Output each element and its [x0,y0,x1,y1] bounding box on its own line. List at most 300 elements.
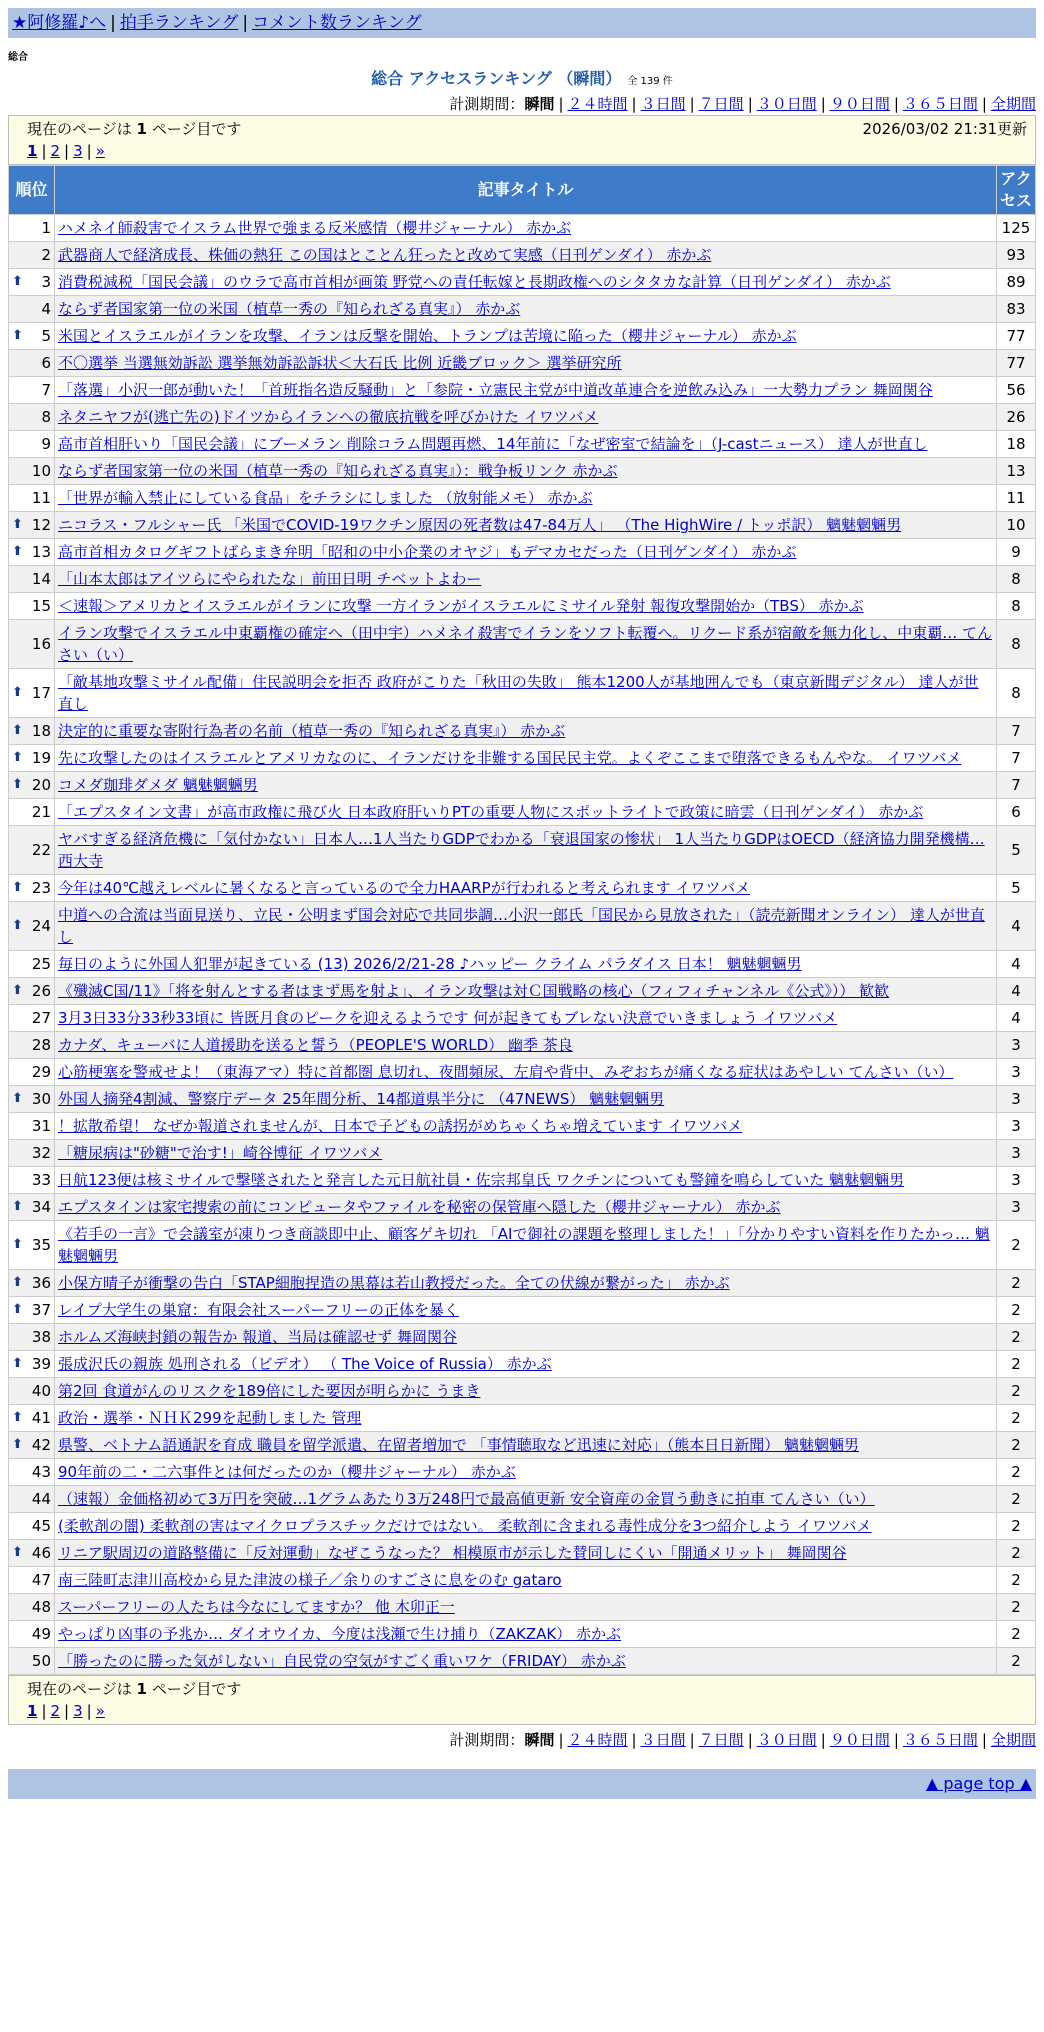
access-count: 8 [997,566,1035,592]
rank-cell [9,718,54,744]
article-link[interactable]: ホルムズ海峡封鎖の報告か 報道、当局は確認せず 舞岡関谷 [58,1328,457,1346]
title-cell [55,1005,996,1031]
table-row [9,1270,1035,1296]
rank-cell [9,1113,54,1139]
rank-number: 35 [31,1236,51,1254]
table-row [9,1086,1035,1112]
article-link[interactable]: 高市首相肝いり「国民会議」にブーメラン 削除コラム問題再燃、14年前に「なぜ密室で結論を」（J-castニュース） 達人が世直し [58,435,928,453]
article-link[interactable]: 県警、ベトナム語通訳を育成 職員を留学派遣、在留者増加で 「事情聴取など迅速に対応」（熊本日日新聞） 魑魅魍魎男 [58,1436,860,1454]
access-count: 2 [997,1648,1035,1674]
ranking-title [8,66,1036,89]
updated-timestamp: 2026/03/02 21:31更新 [862,120,1027,138]
rank-cell [9,539,54,565]
rank-number: 30 [31,1090,51,1108]
rank-number: 38 [31,1328,51,1346]
article-link[interactable]: 高市首相カタログギフトばらまき弁明「昭和の中小企業のオヤジ」もデマカセだった（日刊ゲンダイ） 赤かぶ [58,543,797,561]
article-link[interactable]: 武器商人で経済成長、株価の熱狂 この国はとことん狂ったと改めて実感（日刊ゲンダイ） 赤かぶ [58,246,712,264]
rank-cell [9,1567,54,1593]
article-link[interactable]: 《若手の一言》で会議室が凍りつき商談即中止、顧客ゲキ切れ 「AIで御社の課題を整理しました！」「分かりやすい資料を作りたかっ… 魑魅魍魎男 [58,1225,990,1265]
title-cell [55,799,996,825]
access-count: 2 [997,1405,1035,1431]
article-link[interactable]: 今年は40℃越えレベルに暑くなると言っているので全力HAARPが行われると考えられます イワツバメ [58,879,751,897]
rank-number: 48 [31,1598,51,1616]
rank-cell [9,745,54,771]
table-row [9,1540,1035,1566]
access-count: 5 [997,875,1035,901]
article-link[interactable]: 消費税減税「国民会議」のウラで高市首相が画策 野党への責任転嫁と長期政権へのシタタカな計算（日刊ゲンダイ） 赤かぶ [58,273,891,291]
article-link[interactable]: 3月3日33分33秒33頃に 皆既月食のピークを迎えるようです 何が起きてもブレない決意でいきましょう イワツバメ [58,1009,838,1027]
article-link[interactable]: (柔軟剤の闇) 柔軟剤の害はマイクロプラスチックだけではない。 柔軟剤に含まれる毒性成分を3つ紹介しよう イワツバメ [58,1517,872,1535]
up-arrow-icon: ⬆ [12,1237,23,1252]
article-link[interactable]: リニア駅周辺の道路整備に「反対運動」なぜこうなった？ 相模原市が示した賛同しにくい「開通メリット」 舞岡関谷 [58,1544,847,1562]
page-info-top [8,115,1036,165]
table-row [9,431,1035,457]
title-cell [55,718,996,744]
up-arrow-icon: ⬆ [12,750,23,765]
period-separator: | [893,1731,899,1749]
article-link[interactable]: コメダ珈琲ダメダ 魑魅魍魎男 [58,776,258,794]
period-separator: | [820,1731,826,1749]
up-arrow-icon: ⬆ [12,1302,23,1317]
up-arrow-icon: ⬆ [12,777,23,792]
article-link[interactable]: 毎日のように外国人犯罪が起きている (13) 2026/2/21-28 ♪ハッピー クライム パラダイス 日本！ 魑魅魍魎男 [58,955,802,973]
up-arrow-icon: ⬆ [12,517,23,532]
period-link-3[interactable]: ３０日間 [756,1731,817,1749]
rank-cell [9,669,54,717]
up-arrow-icon: ⬆ [12,685,23,700]
page-link-2[interactable]: 2 [50,142,61,160]
up-arrow-icon: ⬆ [12,328,23,343]
article-link[interactable]: ならず者国家第一位の米国（植草一秀の『知られざる真実』） 赤かぶ [58,300,521,318]
table-row [9,772,1035,798]
article-link[interactable]: （速報）金価格初めて3万円を突破…1グラムあたり3万248円で最高値更新 安全資産の金買う動きに拍車 てんさい（い） [58,1490,875,1508]
up-arrow-icon: ⬆ [12,1545,23,1560]
title-cell [55,512,996,538]
title-cell [55,1297,996,1323]
period-label: 計測期間： [449,95,525,113]
rank-cell [9,215,54,241]
access-count: 13 [997,458,1035,484]
article-link[interactable]: ＜速報＞アメリカとイスラエルがイランに攻撃 一方イランがイスラエルにミサイル発射 報復攻撃開始か（TBS） 赤かぶ [58,597,864,615]
rank-cell [9,1648,54,1674]
access-count: 5 [997,826,1035,874]
rank-number: 45 [31,1517,51,1535]
table-row [9,1378,1035,1404]
period-link-4[interactable]: ９０日間 [829,95,890,113]
table-row [9,799,1035,825]
access-count: 8 [997,669,1035,717]
rank-number: 32 [31,1144,51,1162]
access-header: アクセス [997,166,1035,214]
up-arrow-icon: ⬆ [12,274,23,289]
access-count: 3 [997,1059,1035,1085]
period-link-3[interactable]: ３０日間 [756,95,817,113]
table-row [9,1032,1035,1058]
applause-ranking-link[interactable]: 拍手ランキング [119,13,239,33]
rank-number: 4 [41,300,51,318]
article-link[interactable]: 「世界が輸入禁止にしている食品」をチラシにしました （放射能メモ） 赤かぶ [58,489,593,507]
rank-number: 19 [31,749,51,767]
table-row [9,593,1035,619]
rank-number: 17 [31,684,51,702]
comment-ranking-link[interactable]: コメント数ランキング [252,13,422,33]
article-link[interactable]: 《殲滅C国/11》「将を射んとする者はまず馬を射よ」、イラン攻撃は対Ｃ国戦略の核心（フィフィチャンネル《公式》）） 歓歓 [58,982,890,1000]
access-count: 3 [997,1140,1035,1166]
period-selector-top [8,93,1036,115]
article-link[interactable]: 決定的に重要な寄附行為者の名前（植草一秀の『知られざる真実』） 赤かぶ [58,722,566,740]
access-count: 2 [997,1297,1035,1323]
table-row [9,269,1035,295]
article-link[interactable]: 張成沢氏の親族 処刑される（ビデオ） （ The Voice of Russia） 赤かぶ [58,1355,552,1373]
rank-cell [9,269,54,295]
rank-cell [9,377,54,403]
rank-cell [9,826,54,874]
article-link[interactable]: 心筋梗塞を警戒せよ！（東海アマ）特に首都圏 息切れ、夜間頻尿、左肩や背中、みぞおちが痛くなる症状はあやしい てんさい（い） [58,1063,954,1081]
table-row [9,296,1035,322]
rank-header: 順位 [9,166,54,214]
page-top-link[interactable]: ▲ page top ▲ [925,1774,1032,1793]
article-link[interactable]: エプスタインは家宅捜索の前にコンピュータやファイルを秘密の保管庫へ隠した（櫻井ジャーナル） 赤かぶ [58,1198,781,1216]
ranking-table [8,165,1036,1675]
period-separator: | [747,1731,753,1749]
title-cell [55,1032,996,1058]
up-arrow-icon: ⬆ [12,1410,23,1425]
rank-cell [9,875,54,901]
article-link[interactable]: 日航123便は核ミサイルで撃墜されたと発言した元日航社員・佐宗邦皇氏 ワクチンについても警鐘を鳴らしていた 魑魅魍魎男 [58,1171,905,1189]
access-count: 4 [997,902,1035,950]
period-separator: | [558,1731,564,1749]
title-cell [55,215,996,241]
rank-number: 25 [31,955,51,973]
page-link-3[interactable]: 3 [73,142,83,160]
title-cell [55,404,996,430]
rank-number: 6 [41,354,51,372]
title-cell [55,875,996,901]
rank-number: 41 [31,1409,51,1427]
article-link[interactable]: 「糖尿病は"砂糖"で治す!」崎谷博征 イワツバメ [58,1144,383,1162]
access-count: 10 [997,512,1035,538]
table-row [9,1459,1035,1485]
rank-number: 23 [31,879,51,897]
rank-number: 20 [31,776,51,794]
article-link[interactable]: 外国人摘発4割減、警察庁データ 25年間分析、14都道県半分に （47NEWS） 魑魅魍魎男 [58,1090,665,1108]
page-separator: | [41,142,47,160]
rank-number: 15 [31,597,51,615]
article-link[interactable]: ヤバすぎる経済危機に「気付かない」日本人…1人当たりGDPでわかる「衰退国家の惨状」 1人当たりGDPはOECD（経済協力開発機構… 西大寺 [58,830,985,870]
rank-cell [9,323,54,349]
access-count: 93 [997,242,1035,268]
table-row [9,458,1035,484]
table-row [9,1486,1035,1512]
access-count: 7 [997,772,1035,798]
article-link[interactable]: スーパーフリーの人たちは今なにしてますか？ 他 木卯正一 [58,1598,455,1616]
table-row [9,485,1035,511]
access-count: 2 [997,1567,1035,1593]
rank-number: 13 [31,543,51,561]
period-link-0[interactable]: ２４時間 [567,95,628,113]
access-count: 11 [997,485,1035,511]
article-link[interactable]: レイプ大学生の巣窟：有限会社スーパーフリーの正体を暴く [58,1301,459,1319]
page-link-3[interactable]: 3 [73,1702,83,1720]
page-status-prefix: 現在のページは [27,1680,137,1698]
rank-cell [9,1086,54,1112]
table-row [9,1432,1035,1458]
period-separator: | [689,1731,695,1749]
title-cell [55,323,996,349]
article-link[interactable]: ！拡散希望！ なぜか報道されませんが、日本で子どもの誘拐がめちゃくちゃ増えています イワツバメ [58,1117,743,1135]
rank-cell [9,431,54,457]
access-count: 83 [997,296,1035,322]
page-separator: | [64,1702,70,1720]
up-arrow-icon: ⬆ [12,880,23,895]
access-count: 7 [997,745,1035,771]
title-cell [55,1324,996,1350]
table-row [9,1621,1035,1647]
period-selector-bottom [8,1729,1036,1751]
home-link[interactable]: ★阿修羅♪へ [12,13,107,33]
table-row [9,1113,1035,1139]
rank-number: 2 [41,246,51,264]
access-count: 3 [997,1113,1035,1139]
title-cell [55,1486,996,1512]
access-count: 2 [997,1221,1035,1269]
rank-number: 31 [31,1117,51,1135]
period-separator: | [689,95,695,113]
rank-cell [9,1459,54,1485]
title-cell [55,1648,996,1674]
article-link[interactable]: ニコラス・フルシャー氏 「米国でCOVID-19ワクチン原因の死者数は47-84万人」 （The HighWire / トッポ訳） 魑魅魍魎男 [58,516,902,534]
article-link[interactable]: 政治・選挙・ＮＨＫ299を起動しました 管理 [58,1409,362,1427]
article-link[interactable]: 南三陸町志津川高校から見た津波の様子／余りのすごさに息をのむ gataro [58,1571,562,1589]
article-link[interactable]: 米国とイスラエルがイランを攻撃、イランは反撃を開始、トランプは苦境に陥った（櫻井ジャーナル） 赤かぶ [58,327,797,345]
rank-number: 8 [41,408,51,426]
rank-number: 11 [31,489,51,507]
title-cell [55,1513,996,1539]
title-cell [55,772,996,798]
access-count: 3 [997,1167,1035,1193]
rank-number: 49 [31,1625,51,1643]
table-header-row [9,166,1035,214]
table-row [9,718,1035,744]
access-count: 125 [997,215,1035,241]
table-row [9,1567,1035,1593]
rank-cell [9,1405,54,1431]
access-count: 8 [997,593,1035,619]
page-link-2[interactable]: 2 [50,1702,61,1720]
article-link[interactable]: 中道への合流は当面見送り、立民・公明まず国会対応で共同歩調…小沢一郎氏「国民から見放された」（読売新聞オンライン） 達人が世直し [58,906,985,946]
access-count: 4 [997,978,1035,1004]
rank-cell [9,620,54,668]
period-separator: | [747,95,753,113]
title-cell [55,242,996,268]
article-link[interactable]: 不〇選挙 当選無効訴訟 選挙無効訴訟訴状＜大石氏 比例 近畿ブロック＞ 選挙研究所 [58,354,622,372]
up-arrow-icon: ⬆ [12,723,23,738]
table-row [9,215,1035,241]
rank-cell [9,512,54,538]
rank-number: 14 [31,570,51,588]
title-cell [55,539,996,565]
access-count: 2 [997,1432,1035,1458]
period-link-1[interactable]: ３日間 [640,1731,686,1749]
up-arrow-icon: ⬆ [12,1199,23,1214]
rank-cell [9,485,54,511]
period-link-0[interactable]: ２４時間 [567,1731,628,1749]
table-row [9,951,1035,977]
bottom-nav [8,1769,1036,1799]
rank-number: 40 [31,1382,51,1400]
ranking-total-count: 全 139 件 [627,76,673,87]
access-count: 56 [997,377,1035,403]
rank-number: 33 [31,1171,51,1189]
article-link[interactable]: 90年前の二・二六事件とは何だったのか（櫻井ジャーナル） 赤かぶ [58,1463,516,1481]
article-link[interactable]: ハメネイ師殺害でイスラム世界で強まる反米感情（櫻井ジャーナル） 赤かぶ [58,219,572,237]
article-link[interactable]: イラン攻撃でイスラエル中東覇権の確定へ（田中宇）ハメネイ殺害でイランをソフト転覆へ。リクード系が宿敵を無力化し、中東覇… てんさい（い） [58,624,993,664]
rank-cell [9,1378,54,1404]
article-link[interactable]: カナダ、キューバに人道援助を送ると誓う（PEOPLE'S WORLD） 幽季 茶良 [58,1036,573,1054]
title-cell [55,978,996,1004]
up-arrow-icon: ⬆ [12,1356,23,1371]
page-separator: | [86,142,92,160]
article-link[interactable]: ならず者国家第一位の米国（植草一秀の『知られざる真実』）：戦争板リンク 赤かぶ [58,462,618,480]
table-row [9,1324,1035,1350]
rank-cell [9,1594,54,1620]
table-row [9,1194,1035,1220]
top-nav [8,8,1036,38]
page-link-current[interactable]: 1 [27,142,38,160]
period-separator: | [981,95,987,113]
table-row [9,1513,1035,1539]
table-row [9,1140,1035,1166]
table-row [9,1297,1035,1323]
period-link-2[interactable]: ７日間 [698,95,744,113]
rank-number: 36 [31,1274,51,1292]
rank-number: 7 [41,381,51,399]
title-cell [55,1459,996,1485]
rank-cell [9,1324,54,1350]
period-link-5[interactable]: ３６５日間 [902,95,978,113]
page-status-text [27,1678,241,1700]
article-link[interactable]: 「エプスタイン文書」が高市政権に飛び火 日本政府肝いりPTの重要人物にスポットライトで政策に暗雲（日刊ゲンダイ） 赤かぶ [58,803,924,821]
rank-cell [9,1297,54,1323]
access-count: 4 [997,951,1035,977]
article-link[interactable]: ネタニヤフが(逃亡先の)ドイツからイランへの徹底抗戦を呼びかけた イワツバメ [58,408,599,426]
title-cell [55,1621,996,1647]
table-row [9,512,1035,538]
rank-cell [9,458,54,484]
page-separator: | [86,1702,92,1720]
title-cell [55,269,996,295]
rank-number: 3 [41,273,51,291]
rank-cell [9,1005,54,1031]
title-cell [55,1378,996,1404]
period-link-4[interactable]: ９０日間 [829,1731,890,1749]
rank-number: 50 [31,1652,51,1670]
access-count: 2 [997,1486,1035,1512]
page-info-bottom [8,1675,1036,1725]
title-cell [55,1221,996,1269]
access-count: 2 [997,1513,1035,1539]
access-count: 3 [997,1032,1035,1058]
title-cell [55,1167,996,1193]
title-cell [55,1432,996,1458]
period-link-6[interactable]: 全期間 [990,1731,1036,1749]
table-row [9,1167,1035,1193]
title-cell [55,1194,996,1220]
rank-cell [9,350,54,376]
access-count: 2 [997,1378,1035,1404]
article-link[interactable]: やっぱり凶事の予兆か… ダイオウイカ、今度は浅瀬で生け捕り（ZAKZAK） 赤かぶ [58,1625,622,1643]
period-separator: | [893,95,899,113]
rank-cell [9,593,54,619]
article-link[interactable]: 「敵基地攻撃ミサイル配備」住民説明会を拒否 政府がこりた「秋田の失敗」 熊本1200人が基地囲んでも（東京新聞デジタル） 達人が世直し [58,673,979,713]
rank-number: 24 [31,917,51,935]
rank-number: 29 [31,1063,51,1081]
rank-cell [9,978,54,1004]
title-cell [55,902,996,950]
rank-number: 43 [31,1463,51,1481]
period-current: 瞬間 [524,1731,555,1749]
page-status-text [27,118,241,140]
access-count: 2 [997,1594,1035,1620]
rank-number: 21 [31,803,51,821]
rank-cell [9,1432,54,1458]
period-link-6[interactable]: 全期間 [990,95,1036,113]
rank-cell [9,1513,54,1539]
table-row [9,826,1035,874]
article-link[interactable]: 「落選」小沢一郎が動いた！「首班指名造反騒動」と「参院・立憲民主党が中道改革連合を逆飲み込み」一大勢力プラン 舞岡関谷 [58,381,933,399]
table-row [9,902,1035,950]
article-link[interactable]: 先に攻撃したのはイスラエルとアメリカなのに、イランだけを非難する国民民主党。よくぞここまで堕落できるもんやな。 イワツバメ [58,749,962,767]
title-cell [55,566,996,592]
page-status-row [27,1678,1027,1700]
rank-number: 18 [31,722,51,740]
rank-cell [9,1221,54,1269]
article-link[interactable]: 「勝ったのに勝った気がしない」自民党の空気がすごく重いワケ（FRIDAY） 赤かぶ [58,1652,626,1670]
title-cell [55,745,996,771]
access-count: 2 [997,1270,1035,1296]
period-link-2[interactable]: ７日間 [698,1731,744,1749]
access-count: 7 [997,718,1035,744]
rank-cell [9,1059,54,1085]
article-link[interactable]: 「山本太郎はアイツらにやられたな」前田日明 チベットよわー [58,570,482,588]
access-count: 3 [997,1086,1035,1112]
page-next-link[interactable]: » [95,1702,105,1720]
rank-number: 37 [31,1301,51,1319]
article-link[interactable]: 小保方晴子が衝撃の告白「STAP細胞捏造の黒幕は若山教授だった。全ての伏線が繋がった」 赤かぶ [58,1274,730,1292]
title-cell [55,593,996,619]
access-count: 26 [997,404,1035,430]
table-row [9,745,1035,771]
title-cell [55,620,996,668]
title-cell [55,377,996,403]
rank-cell [9,1032,54,1058]
access-count: 77 [997,323,1035,349]
rank-number: 5 [41,327,51,345]
table-row [9,539,1035,565]
table-row [9,1005,1035,1031]
article-link[interactable]: 第2回 食道がんのリスクを189倍にした要因が明らかに うまき [58,1382,481,1400]
table-row [9,1648,1035,1674]
table-row [9,620,1035,668]
access-count: 2 [997,1351,1035,1377]
access-count: 2 [997,1621,1035,1647]
page-link-current[interactable]: 1 [27,1702,38,1720]
period-separator: | [820,95,826,113]
period-link-5[interactable]: ３６５日間 [902,1731,978,1749]
title-cell [55,1351,996,1377]
page-next-link[interactable]: » [95,142,105,160]
period-link-1[interactable]: ３日間 [640,95,686,113]
